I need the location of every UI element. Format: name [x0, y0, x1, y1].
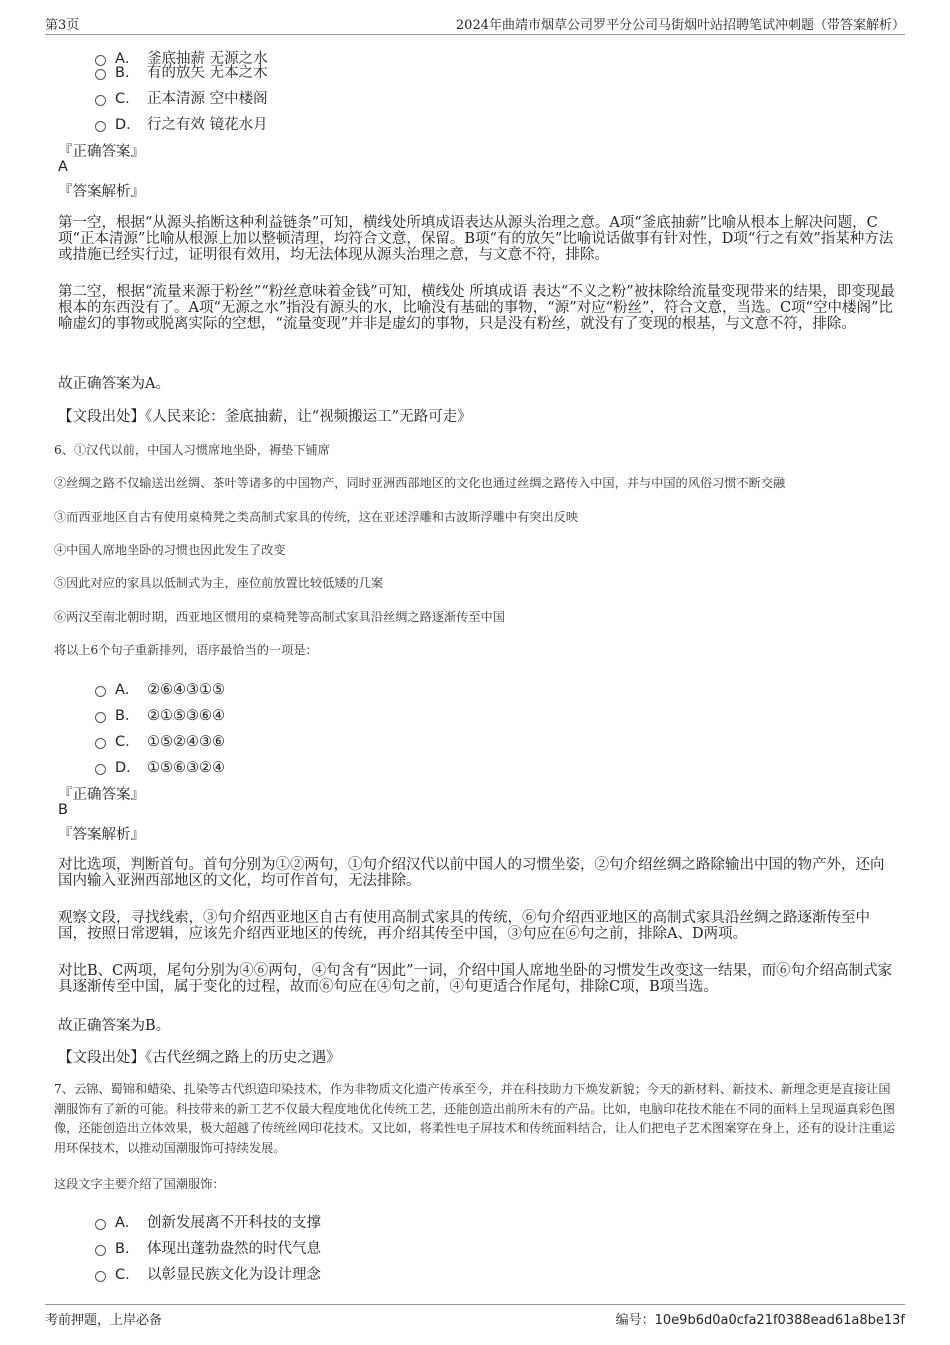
q6-option-b[interactable]: B． ②①⑤③⑥④	[95, 704, 225, 725]
q5-option-a[interactable]: A． 釜底抽薪 无源之水	[95, 47, 268, 68]
q5-option-b[interactable]: B． 有的放矢 无本之木	[95, 61, 268, 82]
q6-sentence-2: ②丝绸之路不仅输送出丝绸、茶叶等诸多的中国物产，同时亚洲西部地区的文化也通过丝绸之路传入中国，并与中国的风俗习惯不断交融	[54, 476, 786, 490]
radio-icon[interactable]	[95, 69, 106, 80]
q7-option-a[interactable]: A． 创新发展离不开科技的支撑	[95, 1211, 321, 1232]
q5-option-d[interactable]: D． 行之有效 镜花水月	[95, 113, 268, 134]
q6-option-d[interactable]: D． ①⑤⑥③②④	[95, 756, 225, 777]
radio-icon[interactable]	[95, 1219, 106, 1230]
radio-icon[interactable]	[95, 95, 106, 106]
q6-analysis-label: 『答案解析』	[58, 827, 145, 843]
q6-conclusion: 故正确答案为B。	[58, 1018, 171, 1034]
page-header	[45, 12, 905, 35]
q6-analysis-para-2: 观察文段，寻找线索，③句介绍西亚地区自古有使用高制式家具的传统，⑥句介绍西亚地区的高制式家具沿丝绸之路逐渐传至中国，按照日常逻辑，应该先介绍西亚地区的传统，再介绍其传至中国，③句应在⑥句之前，排除A、D两项。	[58, 910, 870, 942]
radio-icon[interactable]	[95, 686, 106, 697]
footer-slogan: 考前押题，上岸必备	[45, 1313, 163, 1328]
q6-analysis-para-3: 对比B、C两项，尾句分别为④⑥两句，④句含有“因此”一词，介绍中国人席地坐卧的习惯发生改变这一结果，而⑥句介绍高制式家具逐渐传至中国，属于变化的过程，故而⑥句应在④句之前，④句更适合作尾句，排除C项，B项当选。	[58, 963, 893, 995]
q5-conclusion: 故正确答案为A。	[58, 376, 170, 392]
document-code: 编号：10e9b6d0a0cfa21f0388ead61a8be13f	[615, 1313, 905, 1328]
q7-prompt: 这段文字主要介绍了国潮服饰：	[54, 1177, 225, 1191]
q5-analysis-label: 『答案解析』	[58, 184, 145, 200]
radio-icon[interactable]	[95, 1271, 106, 1282]
q6-analysis-para-1: 对比选项，判断首句。首句分别为①②两句，①句介绍汉代以前中国人的习惯坐姿，②句介绍丝绸之路除输出中国的物产外，还向国内输入亚洲西部地区的文化，均可作首句，无法排除。	[58, 857, 885, 889]
q6-answer-label: 『正确答案』	[58, 787, 145, 803]
q5-answer: A	[58, 159, 68, 175]
q6-sentence-1: 6、①汉代以前，中国人习惯席地坐卧，褥垫下铺席	[54, 443, 330, 457]
q5-answer-label: 『正确答案』	[58, 144, 145, 160]
page-number: 第3页	[45, 18, 80, 33]
q6-sentence-3: ③而西亚地区自古有使用桌椅凳之类高制式家具的传统，这在亚述浮雕和古波斯浮雕中有突出反映	[54, 510, 579, 524]
radio-icon[interactable]	[95, 1245, 106, 1256]
q7-passage: 7、云锦、蜀锦和蜡染、扎染等古代织造印染技术，作为非物质文化遗产传承至今，并在科技助力下焕发新貌；今天的新材料、新技术、新理念更是直接让国潮服饰有了新的可能。科技带来的新工艺不仅最大程度地优化传统工艺，还能创造出前所未有的产品。比如，电脑印花技术能在不同的面料上呈现逼真彩色图像，还能创造出立体效果，极大超越了传统丝网印花技术。又比如，将柔性电子屏技术和传统面料结合，让人们把电子艺术图案穿在身上，还有的设计注重运用环保技术，以推动国潮服饰可持续发展。	[54, 1082, 895, 1155]
q6-sentence-4: ④中国人席地坐卧的习惯也因此发生了改变	[54, 543, 286, 557]
q5-analysis-para-2: 第二空，根据“流量来源于粉丝”“粉丝意味着金钱”可知，横线处 所填成语 表达“不义之粉”被抹除给流量变现带来的结果，即变现最根本的东西没有了。A项“无源之水”指没有源头的水，比喻没有基础的事物，“源”对应“粉丝”，符合文意，当选。C项“空中楼阁”比喻虚幻的事物或脱离实际的空想，“流量变现”并非是虚幻的事物，只是没有粉丝，就没有了变现的根基，与文意不符，排除。	[58, 284, 895, 332]
q7-option-c[interactable]: C． 以彰显民族文化为设计理念	[95, 1263, 321, 1284]
radio-icon[interactable]	[95, 121, 106, 132]
q6-sentence-5: ⑤因此对应的家具以低制式为主，座位前放置比较低矮的几案	[54, 576, 384, 590]
q5-source: 【文段出处】《人民来论：釜底抽薪，让“视频搬运工”无路可走》	[58, 409, 472, 425]
q6-source: 【文段出处】《古代丝绸之路上的历史之遇》	[58, 1050, 341, 1066]
q7-option-b[interactable]: B． 体现出蓬勃盎然的时代气息	[95, 1237, 321, 1258]
q6-option-c[interactable]: C． ①⑤②④③⑥	[95, 730, 225, 751]
q5-option-c[interactable]: C． 正本清源 空中楼阁	[95, 87, 268, 108]
q6-option-a[interactable]: A． ②⑥④③①⑤	[95, 678, 225, 699]
q5-analysis-para-1: 第一空，根据“从源头掐断这种利益链条”可知，横线处所填成语表达从源头治理之意。A项“釜底抽薪”比喻从根本上解决问题，C项“正本清源”比喻从根源上加以整顿清理，均符合文意，保留。B项“有的放矢”比喻说话做事有针对性，D项“行之有效”指某种方法或措施已经实行过，证明很有效用，均无法体现从源头治理之意，与文意不符，排除。	[58, 215, 894, 263]
radio-icon[interactable]	[95, 738, 106, 749]
radio-icon[interactable]	[95, 764, 106, 775]
q6-answer: B	[58, 802, 68, 818]
q6-prompt: 将以上6个句子重新排列，语序最恰当的一项是：	[54, 643, 318, 657]
document-title: 2024年曲靖市烟草公司罗平分公司马街烟叶站招聘笔试冲刺题（带答案解析）	[455, 18, 905, 33]
radio-icon[interactable]	[95, 712, 106, 723]
q6-sentence-6: ⑥两汉至南北朝时期，西亚地区惯用的桌椅凳等高制式家具沿丝绸之路逐渐传至中国	[54, 610, 505, 624]
page-footer	[45, 1304, 905, 1327]
